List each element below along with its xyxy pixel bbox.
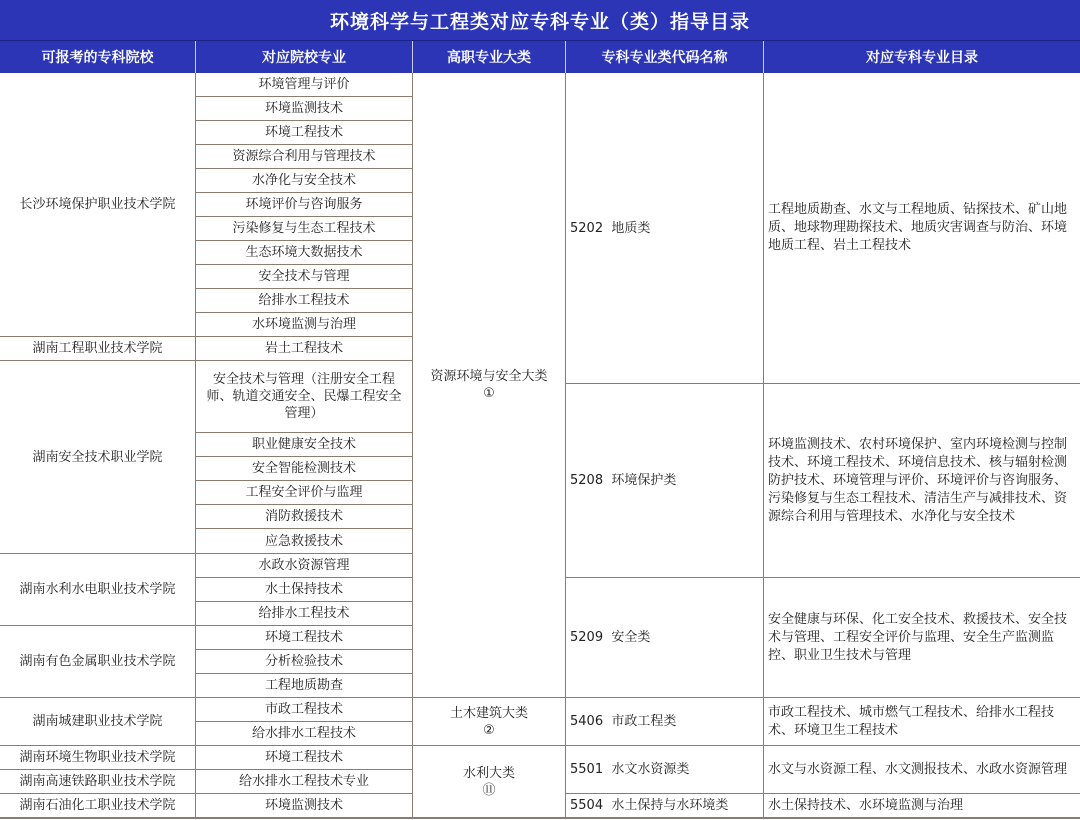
code-cell: 5209 安全类 [566,578,764,698]
school-cell: 湖南石油化工职业技术学院 [0,794,196,818]
page-title: 环境科学与工程类对应专科专业（类）指导目录 [0,0,1080,41]
category-name: 水利大类 [462,765,515,781]
code-cell: 5504 水土保持与水环境类 [566,794,764,818]
major-cell: 生态环境大数据技术 [196,241,413,265]
major-cell: 水净化与安全技术 [196,169,413,193]
major-cell: 安全技术与管理 [196,265,413,289]
school-cell: 湖南有色金属职业技术学院 [0,626,196,698]
school-cell: 湖南高速铁路职业技术学院 [0,770,196,794]
major-cell: 给排水工程技术 [196,602,413,626]
category-cell [413,73,566,698]
code-cell: 5208 环境保护类 [566,384,764,578]
school-cell: 湖南城建职业技术学院 [0,698,196,746]
category-number: ① [483,386,495,401]
code-cell: 5202 地质类 [566,73,764,384]
category-number: ⑪ [482,782,496,798]
major-cell: 环境评价与咨询服务 [196,193,413,217]
major-cell: 安全智能检测技术 [196,457,413,481]
list-cell: 安全健康与环保、化工安全技术、救援技术、安全技术与管理、工程安全评价与监理、安全生产监测监控、职业卫生技术与管理 [764,578,1080,698]
list-cell: 市政工程技术、城市燃气工程技术、给排水工程技术、环境卫生工程技术 [764,698,1080,746]
header-list: 对应专科专业目录 [866,50,978,66]
code-cell: 5406 市政工程类 [566,698,764,746]
header-category: 高职专业大类 [413,41,566,73]
major-cell: 环境监测技术 [196,794,413,818]
category-cell [413,698,566,746]
major-cell: 水政水资源管理 [196,554,413,578]
list-cell: 水文与水资源工程、水文测报技术、水政水资源管理 [764,746,1080,794]
major-cell: 分析检验技术 [196,650,413,674]
major-cell: 工程地质勘查 [196,674,413,698]
major-cell: 环境工程技术 [196,121,413,145]
category-name: 资源环境与安全大类 [430,369,548,384]
list-cell: 水土保持技术、水环境监测与治理 [764,794,1080,818]
major-cell: 环境工程技术 [196,746,413,770]
school-cell: 湖南水利水电职业技术学院 [0,554,196,626]
school-cell: 湖南环境生物职业技术学院 [0,746,196,770]
header-code: 专科专业类代码名称 [566,41,764,73]
school-cell: 长沙环境保护职业技术学院 [0,73,196,337]
major-cell: 污染修复与生态工程技术 [196,217,413,241]
major-cell: 环境监测技术 [196,97,413,121]
code-cell: 5501 水文水资源类 [566,746,764,794]
list-cell: 工程地质勘查、水文与工程地质、钻探技术、矿山地质、地球物理勘探技术、地质灾害调查与防治、环境地质工程、岩土工程技术 [764,73,1080,384]
major-cell: 给水排水工程技术专业 [196,770,413,794]
major-cell: 给水排水工程技术 [196,722,413,746]
major-cell: 消防救援技术 [196,505,413,529]
major-cell: 工程安全评价与监理 [196,481,413,505]
header-school: 可报考的专科院校 [0,41,196,73]
major-cell: 市政工程技术 [196,698,413,722]
list-cell: 环境监测技术、农村环境保护、室内环境检测与控制技术、环境工程技术、环境信息技术、核与辐射检测防护技术、环境管理与评价、环境评价与咨询服务、污染修复与生态工程技术、清洁生产与减排技术、资源综合利用与管理技术、水净化与安全技术 [764,384,1080,578]
school-cell: 湖南工程职业技术学院 [0,337,196,361]
major-cell: 岩土工程技术 [196,337,413,361]
major-cell: 水环境监测与治理 [196,313,413,337]
catalog-table [0,73,1080,819]
major-cell: 应急救援技术 [196,529,413,554]
school-cell: 湖南安全技术职业学院 [0,361,196,554]
header-major: 对应院校专业 [196,41,413,73]
category-cell [413,746,566,818]
category-name: 土木建筑大类 [449,705,528,721]
table-header [0,41,1080,73]
major-cell: 职业健康安全技术 [196,433,413,457]
major-cell: 安全技术与管理（注册安全工程师、轨道交通安全、民爆工程安全管理） [196,361,413,433]
major-cell: 给排水工程技术 [196,289,413,313]
major-cell: 水土保持技术 [196,578,413,602]
category-number: ② [483,722,495,738]
major-cell: 环境管理与评价 [196,73,413,97]
major-cell: 环境工程技术 [196,626,413,650]
major-cell: 资源综合利用与管理技术 [196,145,413,169]
